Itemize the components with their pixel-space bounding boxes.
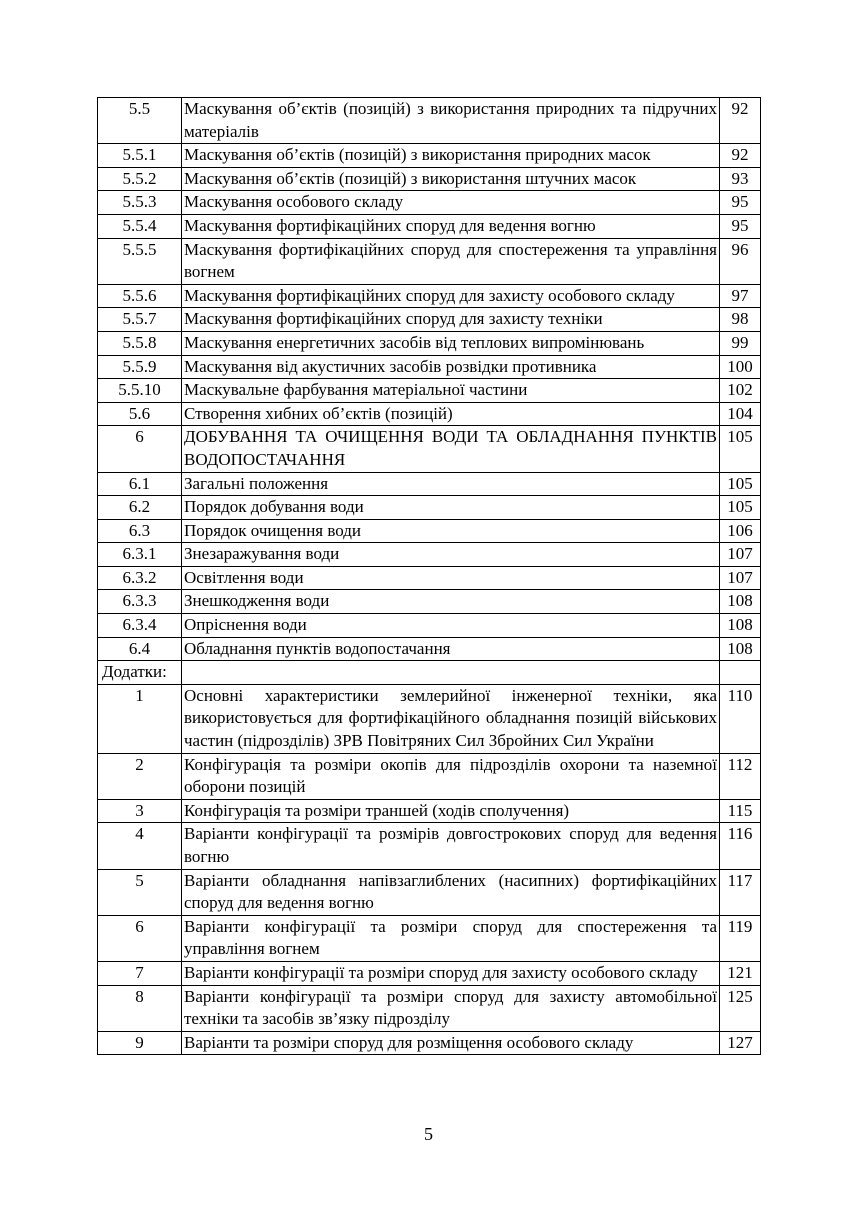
- section-title: Маскування від акустичних засобів розвідки противника: [182, 355, 720, 379]
- page-ref: 93: [720, 167, 761, 191]
- section-number: 5.5.3: [98, 191, 182, 215]
- section-number: 5: [98, 869, 182, 915]
- appendix-row: [98, 684, 761, 753]
- page-number: 5: [424, 1124, 433, 1144]
- section-number: 6.3: [98, 519, 182, 543]
- section-number: 5.5.1: [98, 144, 182, 168]
- section-title: Маскування фортифікаційних споруд для захисту особового складу: [182, 284, 720, 308]
- toc-row: [98, 191, 761, 215]
- toc-row: [98, 331, 761, 355]
- section-title: Порядок очищення води: [182, 519, 720, 543]
- section-title: Опріснення води: [182, 614, 720, 638]
- page-ref: 102: [720, 379, 761, 403]
- section-title: Варіанти та розміри споруд для розміщення особового складу: [182, 1031, 720, 1055]
- page-ref: 110: [720, 684, 761, 753]
- section-number: 6.2: [98, 496, 182, 520]
- toc-row: [98, 590, 761, 614]
- appendix-header-row: [98, 661, 761, 685]
- page-ref: 95: [720, 214, 761, 238]
- page-ref: 125: [720, 985, 761, 1031]
- section-number: 5.5: [98, 98, 182, 144]
- appendix-label: Додатки:: [98, 661, 182, 685]
- section-number: 6.3.4: [98, 614, 182, 638]
- section-title: Маскування об’єктів (позицій) з використання природних та підручних матеріалів: [182, 98, 720, 144]
- appendix-row: [98, 799, 761, 823]
- section-title: Маскування об’єктів (позицій) з використання штучних масок: [182, 167, 720, 191]
- toc-row: [98, 308, 761, 332]
- appendix-row: [98, 869, 761, 915]
- page-ref: 112: [720, 753, 761, 799]
- section-title: Конфігурація та розміри окопів для підрозділів охорони та наземної оборони позицій: [182, 753, 720, 799]
- page-ref: 127: [720, 1031, 761, 1055]
- page-ref: 108: [720, 590, 761, 614]
- page-ref: 95: [720, 191, 761, 215]
- section-title: Маскувальне фарбування матеріальної частини: [182, 379, 720, 403]
- section-title: Варіанти конфігурації та розміри споруд для захисту автомобільної техніки та засобів зв’язку підрозділу: [182, 985, 720, 1031]
- section-number: 4: [98, 823, 182, 869]
- table-of-contents: [97, 97, 761, 1055]
- section-number: 8: [98, 985, 182, 1031]
- page-ref: 119: [720, 915, 761, 961]
- section-number: 7: [98, 961, 182, 985]
- section-number: 6.3.3: [98, 590, 182, 614]
- section-title: Маскування фортифікаційних споруд для спостереження та управління вогнем: [182, 238, 720, 284]
- toc-row: [98, 402, 761, 426]
- section-title: Загальні положення: [182, 472, 720, 496]
- section-number: 2: [98, 753, 182, 799]
- section-title: Створення хибних об’єктів (позицій): [182, 402, 720, 426]
- empty-cell: [720, 661, 761, 685]
- section-number: 1: [98, 684, 182, 753]
- appendix-row: [98, 753, 761, 799]
- section-number: 6.3.2: [98, 566, 182, 590]
- page-ref: 105: [720, 426, 761, 472]
- page-ref: 105: [720, 496, 761, 520]
- section-number: 5.5.9: [98, 355, 182, 379]
- page-ref: 121: [720, 961, 761, 985]
- section-number: 6.4: [98, 637, 182, 661]
- section-title: Варіанти конфігурації та розміри споруд для спостереження та управління вогнем: [182, 915, 720, 961]
- toc-row: [98, 426, 761, 472]
- page-ref: 104: [720, 402, 761, 426]
- toc-row: [98, 566, 761, 590]
- toc-row: [98, 214, 761, 238]
- toc-row: [98, 167, 761, 191]
- section-title: Порядок добування води: [182, 496, 720, 520]
- section-number: 5.5.4: [98, 214, 182, 238]
- toc-row: [98, 614, 761, 638]
- section-title: Варіанти конфігурації та розміри споруд для захисту особового складу: [182, 961, 720, 985]
- toc-row: [98, 496, 761, 520]
- section-title: Маскування об’єктів (позицій) з використання природних масок: [182, 144, 720, 168]
- section-number: 6.3.1: [98, 543, 182, 567]
- section-title: ДОБУВАННЯ ТА ОЧИЩЕННЯ ВОДИ ТА ОБЛАДНАННЯ ПУНКТІВ ВОДОПОСТАЧАННЯ: [182, 426, 720, 472]
- page-ref: 105: [720, 472, 761, 496]
- page-ref: 106: [720, 519, 761, 543]
- section-number: 6: [98, 915, 182, 961]
- toc-row: [98, 355, 761, 379]
- appendix-row: [98, 961, 761, 985]
- section-number: 9: [98, 1031, 182, 1055]
- page-ref: 92: [720, 98, 761, 144]
- page-ref: 107: [720, 566, 761, 590]
- section-number: 5.5.2: [98, 167, 182, 191]
- page-ref: 99: [720, 331, 761, 355]
- page-ref: 107: [720, 543, 761, 567]
- page-ref: 116: [720, 823, 761, 869]
- toc-row: [98, 238, 761, 284]
- section-number: 5.6: [98, 402, 182, 426]
- page-ref: 97: [720, 284, 761, 308]
- appendix-row: [98, 1031, 761, 1055]
- section-title: Конфігурація та розміри траншей (ходів сполучення): [182, 799, 720, 823]
- page-ref: 115: [720, 799, 761, 823]
- toc-body: [98, 98, 761, 1055]
- page-ref: 108: [720, 614, 761, 638]
- page-ref: 108: [720, 637, 761, 661]
- section-number: 5.5.10: [98, 379, 182, 403]
- section-title: Варіанти обладнання напівзаглиблених (насипних) фортифікаційних споруд для ведення вогню: [182, 869, 720, 915]
- section-title: Знезаражування води: [182, 543, 720, 567]
- section-number: 5.5.6: [98, 284, 182, 308]
- toc-row: [98, 144, 761, 168]
- section-number: 3: [98, 799, 182, 823]
- section-title: Маскування фортифікаційних споруд для захисту техніки: [182, 308, 720, 332]
- toc-row: [98, 98, 761, 144]
- section-number: 6.1: [98, 472, 182, 496]
- page-ref: 92: [720, 144, 761, 168]
- section-title: Маскування особового складу: [182, 191, 720, 215]
- toc-row: [98, 284, 761, 308]
- toc-row: [98, 472, 761, 496]
- toc-row: [98, 637, 761, 661]
- appendix-row: [98, 985, 761, 1031]
- toc-row: [98, 519, 761, 543]
- page-ref: 98: [720, 308, 761, 332]
- section-number: 6: [98, 426, 182, 472]
- section-title: Варіанти конфігурації та розмірів довгострокових споруд для ведення вогню: [182, 823, 720, 869]
- section-title: Маскування фортифікаційних споруд для ведення вогню: [182, 214, 720, 238]
- toc-row: [98, 543, 761, 567]
- section-title: Маскування енергетичних засобів від теплових випромінювань: [182, 331, 720, 355]
- section-number: 5.5.8: [98, 331, 182, 355]
- section-title: Обладнання пунктів водопостачання: [182, 637, 720, 661]
- section-number: 5.5.7: [98, 308, 182, 332]
- section-title: Знешкодження води: [182, 590, 720, 614]
- section-title: Освітлення води: [182, 566, 720, 590]
- page-ref: 100: [720, 355, 761, 379]
- appendix-row: [98, 823, 761, 869]
- page-ref: 117: [720, 869, 761, 915]
- empty-cell: [182, 661, 720, 685]
- appendix-row: [98, 915, 761, 961]
- page-ref: 96: [720, 238, 761, 284]
- section-number: 5.5.5: [98, 238, 182, 284]
- toc-row: [98, 379, 761, 403]
- section-title: Основні характеристики землерийної інженерної техніки, яка використовується для фортифікаційного обладнання позицій військових частин (підрозділів) ЗРВ Повітряних Сил Збройних Сил України: [182, 684, 720, 753]
